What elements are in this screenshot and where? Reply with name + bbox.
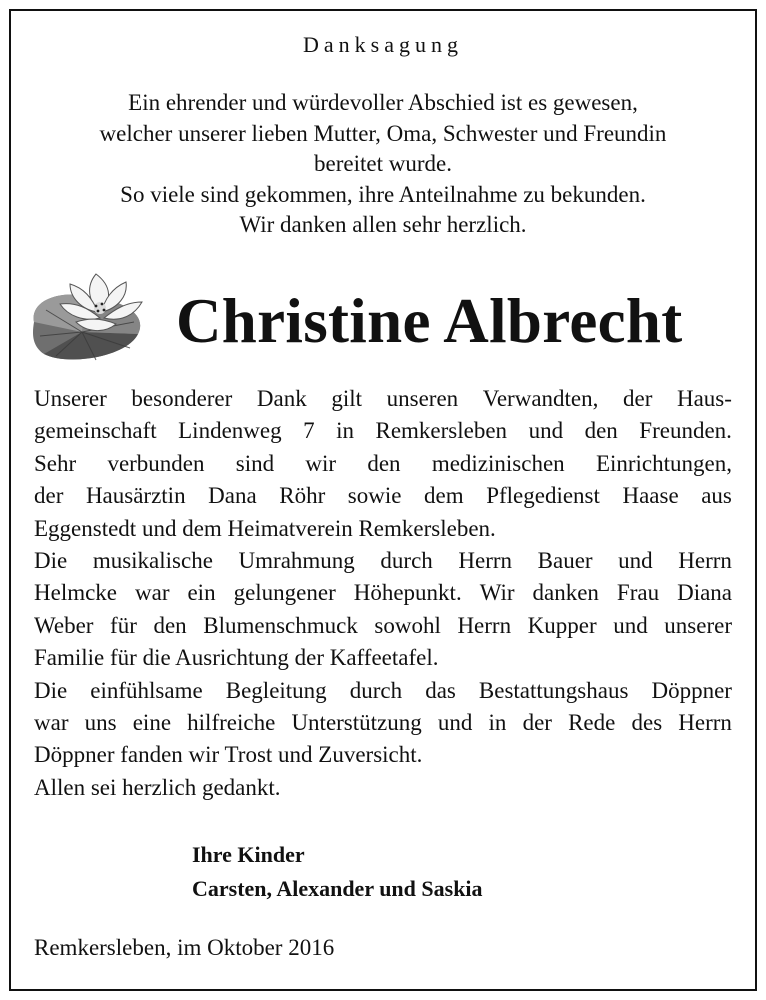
body-line: Sehr verbunden sind wir den medizinischen Einrichtungen, — [34, 450, 732, 476]
body-line: der Hausärztin Dana Röhr sowie dem Pflegedienst Haase aus — [34, 483, 732, 509]
intro-line: Wir danken allen sehr herzlich. — [239, 212, 527, 237]
body-line: Die musikalische Umrahmung durch Herrn Bauer und Herrn — [34, 548, 732, 574]
body-line: war uns eine hilfreiche Unterstützung und in der Rede des Herrn — [34, 710, 732, 736]
intro-line: So viele sind gekommen, ihre Anteilnahme zu bekunden. — [120, 181, 646, 207]
body-line: Allen sei herzlich gedankt. — [34, 774, 281, 800]
intro-line: Ein ehrender und würdevoller Abschied ist es gewesen, — [128, 90, 638, 115]
intro-line: bereitet wurde. — [314, 151, 452, 176]
body-line: Unserer besonderer Dank gilt unseren Verwandten, der Haus- — [34, 386, 732, 411]
notice-heading: Danksagung — [303, 32, 463, 57]
signature-block — [192, 838, 483, 906]
body-line: Weber für den Blumenschmuck sowohl Herrn Kupper und unserer — [34, 612, 732, 638]
body-line: Familie für die Ausrichtung der Kaffeetafel. — [34, 645, 439, 671]
water-lily-icon — [26, 262, 172, 370]
body-line: Die einfühlsame Begleitung durch das Bestattungshaus Döppner — [34, 677, 732, 703]
intro-line: welcher unserer lieben Mutter, Oma, Schwester und Freundin — [99, 120, 667, 146]
thanks-text — [34, 383, 732, 804]
body-line: gemeinschaft Lindenweg 7 in Remkersleben und den Freunden. — [34, 418, 732, 444]
body-line: Eggenstedt und dem Heimatverein Remkersleben. — [34, 515, 496, 541]
signature-line: Carsten, Alexander und Saskia — [192, 876, 483, 901]
intro-text — [40, 88, 726, 241]
signature-line: Ihre Kinder — [192, 842, 305, 867]
deceased-name: Christine Albrecht — [176, 286, 683, 356]
body-line: Helmcke war ein gelungener Höhepunkt. Wir danken Frau Diana — [34, 580, 732, 606]
place-date: Remkersleben, im Oktober 2016 — [34, 935, 335, 960]
body-line: Döppner fanden wir Trost und Zuversicht. — [34, 742, 423, 768]
